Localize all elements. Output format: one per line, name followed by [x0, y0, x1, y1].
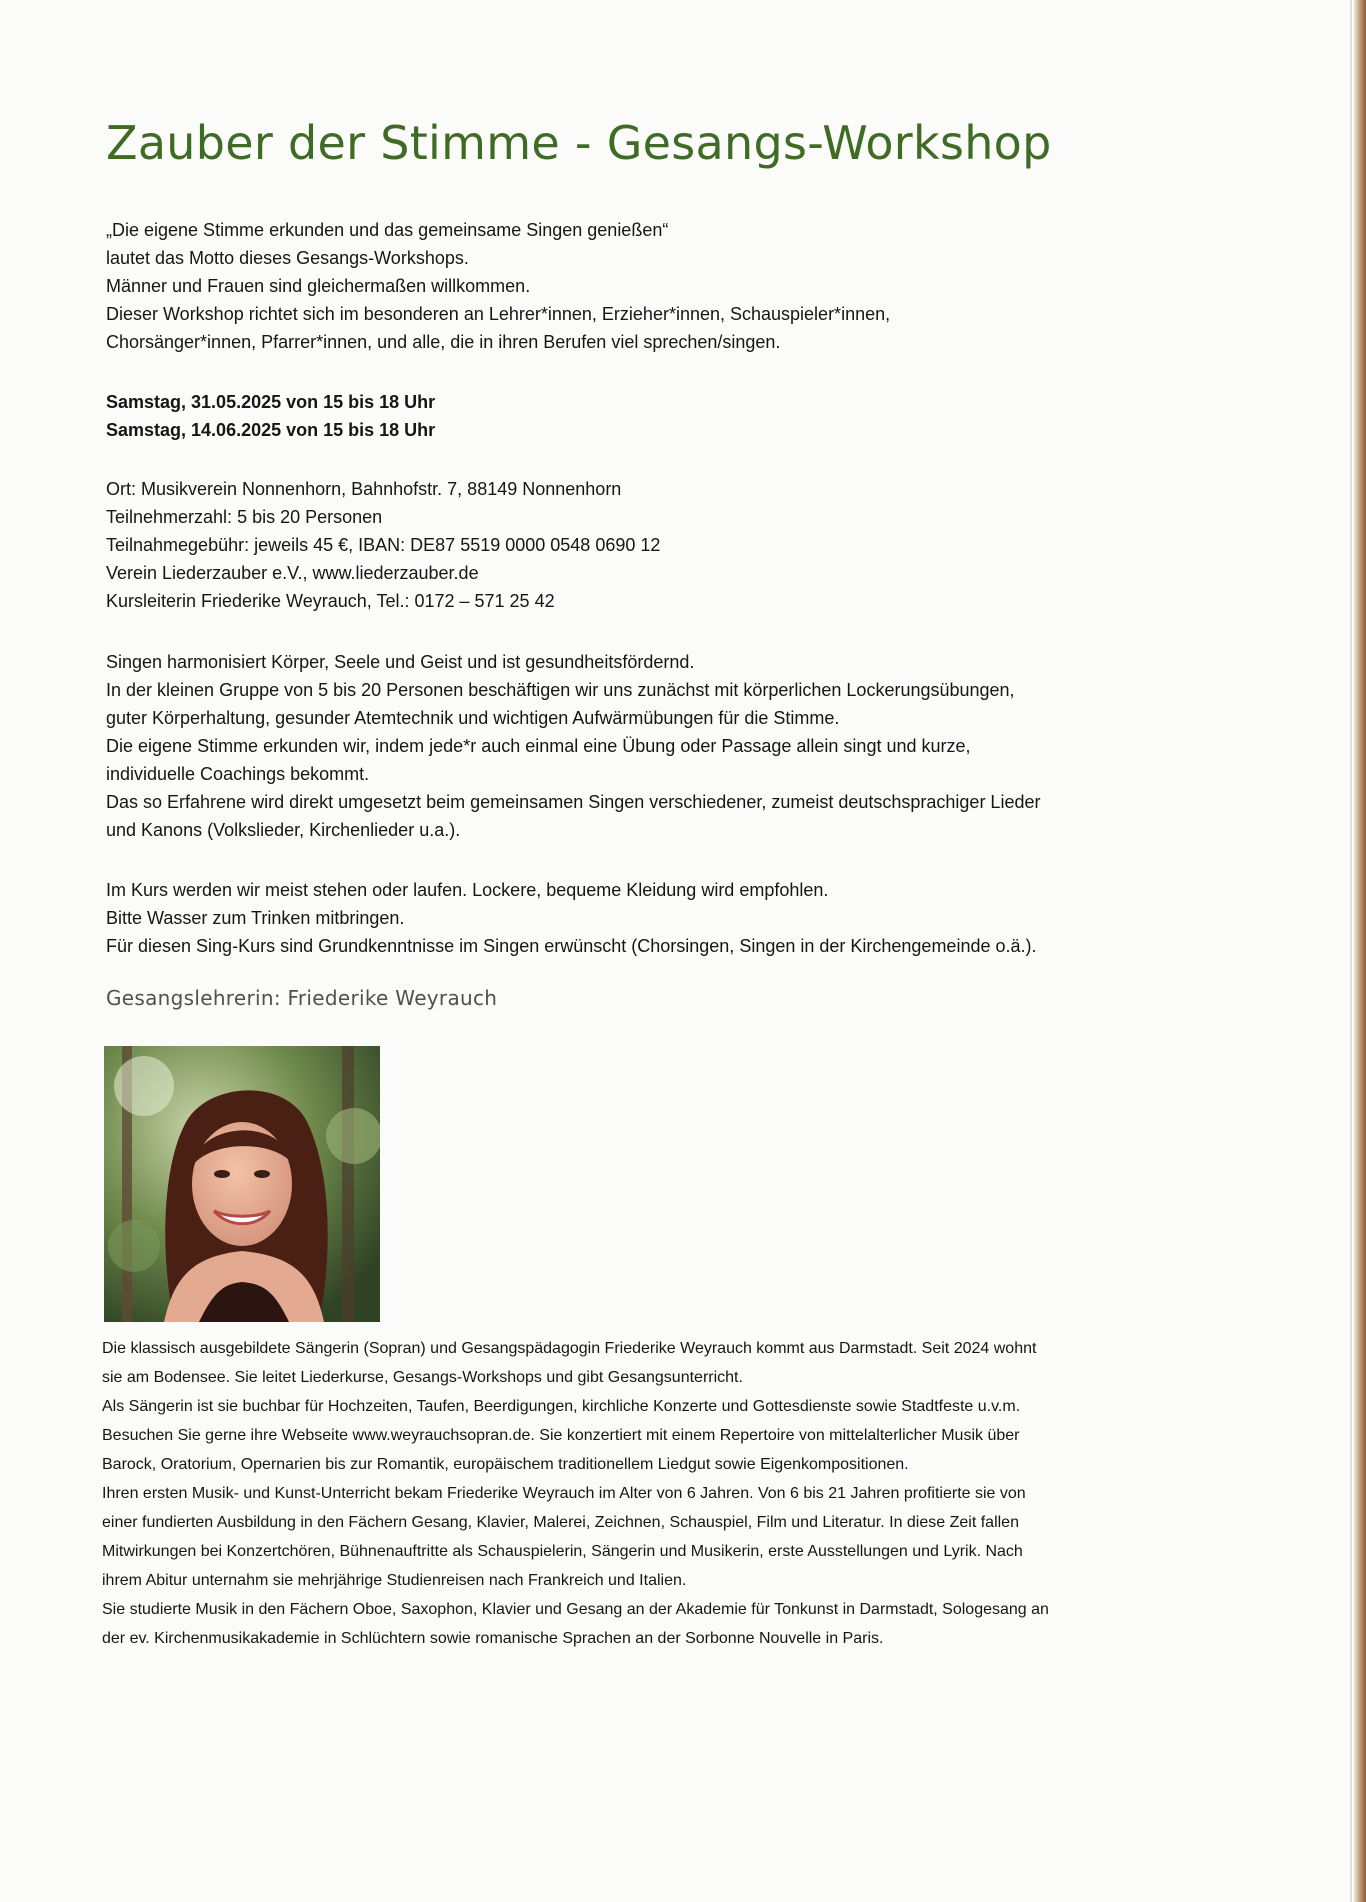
bio-line: Besuchen Sie gerne ihre Webseite www.weyrauchsopran.de. Sie konzertiert mit einem Repertoire von mittelalterlicher Musik über — [102, 1427, 1020, 1444]
bio-line: einer fundierten Ausbildung in den Fächern Gesang, Klavier, Malerei, Zeichnen, Schauspiel, Film und Literatur. In diese Zeit fallen — [102, 1514, 1019, 1531]
info-section — [106, 475, 1296, 615]
note-line: Für diesen Sing-Kurs sind Grundkenntnisse im Singen erwünscht (Chorsingen, Singen in der Kirchengemeinde o.ä.). — [106, 936, 1037, 956]
description-line: Singen harmonisiert Körper, Seele und Geist und ist gesundheitsfördernd. — [106, 652, 695, 672]
description-line: In der kleinen Gruppe von 5 bis 20 Personen beschäftigen wir uns zunächst mit körperlichen Lockerungsübungen, — [106, 680, 1015, 700]
description-line: Die eigene Stimme erkunden wir, indem jede*r auch einmal eine Übung oder Passage allein singt und kurze, — [106, 736, 971, 756]
participants-line: Teilnehmerzahl: 5 bis 20 Personen — [106, 507, 383, 527]
intro-line: „Die eigene Stimme erkunden und das gemeinsame Singen genießen“ — [106, 220, 669, 240]
association-line: Verein Liederzauber e.V., www.liederzauber.de — [106, 563, 479, 583]
biography-section — [102, 1334, 1302, 1653]
page-title: Zauber der Stimme - Gesangs-Workshop — [106, 116, 1052, 170]
description-line: individuelle Coachings bekommt. — [106, 764, 370, 784]
teacher-portrait-photo — [104, 1046, 380, 1322]
contact-line: Kursleiterin Friederike Weyrauch, Tel.: 0172 – 571 25 42 — [106, 591, 555, 611]
description-line: guter Körperhaltung, gesunder Atemtechnik und wichtigen Aufwärmübungen für die Stimme. — [106, 708, 840, 728]
location-line: Ort: Musikverein Nonnenhorn, Bahnhofstr. 7, 88149 Nonnenhorn — [106, 479, 622, 499]
bio-line: Ihren ersten Musik- und Kunst-Unterricht bekam Friederike Weyrauch im Alter von 6 Jahren. Von 6 bis 21 Jahren profitierte sie von — [102, 1485, 1026, 1502]
date-line: Samstag, 14.06.2025 von 15 bis 18 Uhr — [106, 420, 436, 440]
bio-line: Mitwirkungen bei Konzertchören, Bühnenauftritte als Schauspielerin, Sängerin und Musikerin, erste Ausstellungen und Lyrik. Nach — [102, 1543, 1023, 1560]
bio-line: sie am Bodensee. Sie leitet Liederkurse, Gesangs-Workshops und gibt Gesangsunterricht. — [102, 1369, 743, 1386]
teacher-heading: Gesangslehrerin: Friederike Weyrauch — [106, 986, 498, 1010]
dates-section — [106, 388, 1296, 444]
intro-line: Dieser Workshop richtet sich im besonderen an Lehrer*innen, Erzieher*innen, Schauspieler*innen, — [106, 304, 891, 324]
bio-line: der ev. Kirchenmusikakademie in Schlüchtern sowie romanische Sprachen an der Sorbonne Nouvelle in Paris. — [102, 1630, 884, 1647]
intro-line: Männer und Frauen sind gleichermaßen willkommen. — [106, 276, 531, 296]
fee-line: Teilnahmegebühr: jeweils 45 €, IBAN: DE87 5519 0000 0548 0690 12 — [106, 535, 661, 555]
description-line: und Kanons (Volkslieder, Kirchenlieder u.a.). — [106, 820, 461, 840]
date-line: Samstag, 31.05.2025 von 15 bis 18 Uhr — [106, 392, 436, 412]
notes-section — [106, 876, 1296, 960]
note-line: Im Kurs werden wir meist stehen oder laufen. Lockere, bequeme Kleidung wird empfohlen. — [106, 880, 829, 900]
bio-line: Sie studierte Musik in den Fächern Oboe, Saxophon, Klavier und Gesang an der Akademie für Tonkunst in Darmstadt, Sologesang an — [102, 1601, 1049, 1618]
bio-line: Barock, Oratorium, Opernarien bis zur Romantik, europäischem traditionellem Liedgut sowie Eigenkompositionen. — [102, 1456, 909, 1473]
page-fold-line — [1350, 0, 1352, 1902]
note-line: Bitte Wasser zum Trinken mitbringen. — [106, 908, 405, 928]
description-section — [106, 648, 1296, 844]
description-line: Das so Erfahrene wird direkt umgesetzt beim gemeinsamen Singen verschiedener, zumeist deutschsprachiger Lieder — [106, 792, 1041, 812]
intro-section — [106, 216, 1296, 356]
intro-line: lautet das Motto dieses Gesangs-Workshops. — [106, 248, 469, 268]
intro-line: Chorsänger*innen, Pfarrer*innen, und alle, die in ihren Berufen viel sprechen/singen. — [106, 332, 781, 352]
bio-line: ihrem Abitur unternahm sie mehrjährige Studienreisen nach Frankreich und Italien. — [102, 1572, 687, 1589]
bio-line: Als Sängerin ist sie buchbar für Hochzeiten, Taufen, Beerdigungen, kirchliche Konzerte und Gottesdienste sowie Stadtfeste u.v.m. — [102, 1398, 1021, 1415]
page-edge-shadow — [1354, 0, 1366, 1902]
bio-line: Die klassisch ausgebildete Sängerin (Sopran) und Gesangspädagogin Friederike Weyrauch kommt aus Darmstadt. Seit 2024 wohnt — [102, 1340, 1037, 1357]
